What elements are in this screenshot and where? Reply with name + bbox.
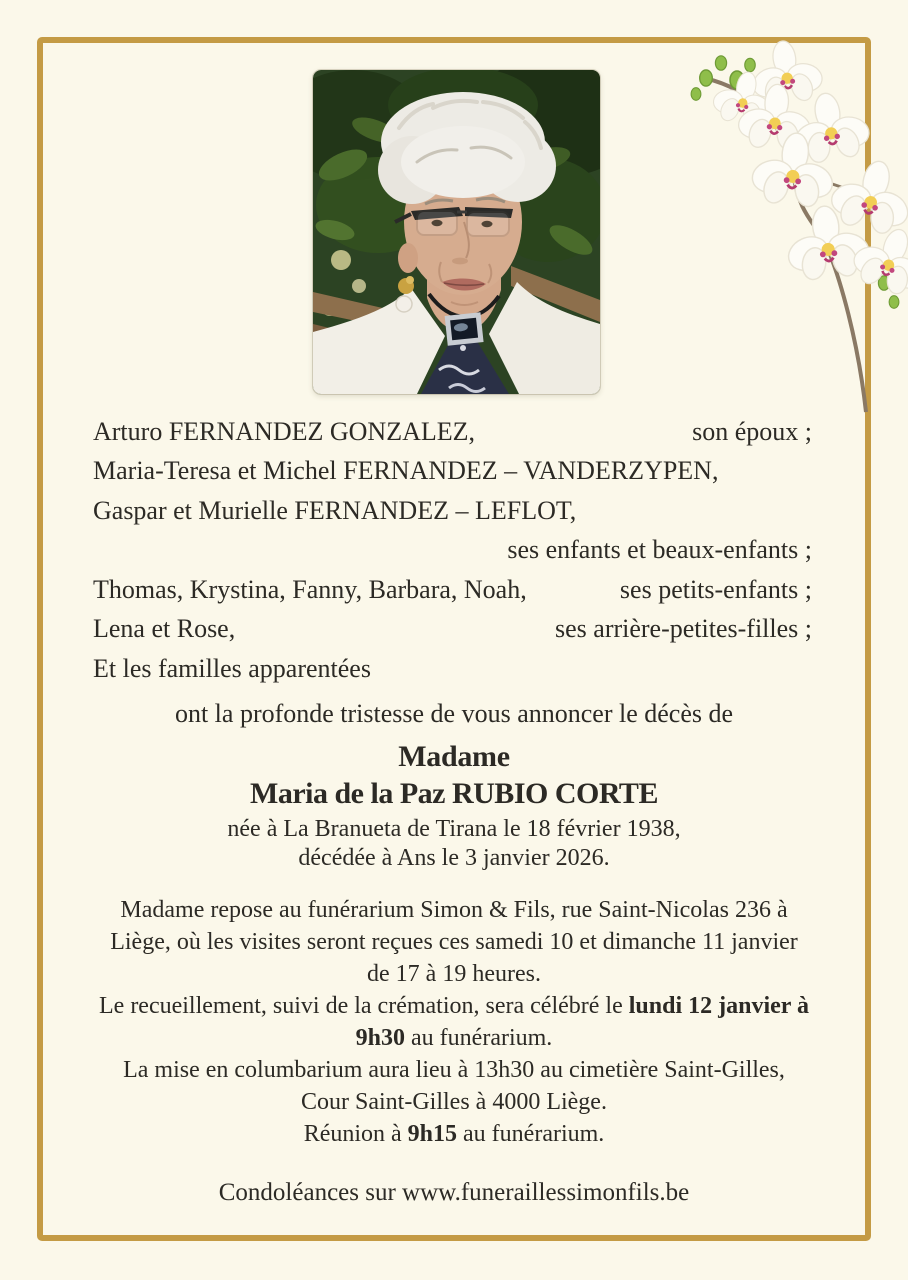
condolences-line: Condoléances sur www.funeraillessimonfils.be — [218, 1179, 690, 1206]
family-row — [93, 491, 812, 531]
deceased-title: Madame — [398, 740, 510, 773]
deceased-name: Maria de la Paz RUBIO CORTE — [250, 777, 658, 810]
family-names: Thomas, Krystina, Fanny, Barbara, Noah, — [93, 574, 527, 604]
family-row — [93, 412, 812, 452]
family-relation: ses arrière-petites-filles ; — [555, 614, 812, 644]
announcement-line: ont la profonde tristesse de vous annoncer le décès de — [174, 699, 734, 728]
ceremony-line: Madame repose au funérarium Simon & Fils, rue Saint-Nicolas 236 à — [120, 897, 788, 923]
ceremony-details — [40, 894, 868, 1150]
death-line: décédée à Ans le 3 janvier 2026. — [298, 845, 610, 871]
birth-line: née à La Branueta de Tirana le 18 février 1938, — [227, 816, 681, 842]
family-relation: ses petits-enfants ; — [619, 574, 812, 604]
family-row — [93, 452, 812, 492]
portrait-photo — [313, 70, 600, 394]
family-relation: ses enfants et beaux-enfants ; — [507, 535, 812, 565]
family-row — [93, 531, 812, 571]
ceremony-line: Réunion à 9h15 au funérarium. — [303, 1121, 605, 1147]
family-row — [93, 649, 812, 689]
ceremony-line: La mise en columbarium aura lieu à 13h30 au cimetière Saint-Gilles, — [123, 1057, 785, 1083]
ceremony-line: Cour Saint-Gilles à 4000 Liège. — [301, 1089, 607, 1115]
family-names: Maria-Teresa et Michel FERNANDEZ – VANDERZYPEN, — [93, 456, 719, 486]
family-row — [93, 610, 812, 650]
ceremony-line: de 17 à 19 heures. — [367, 961, 541, 987]
family-list — [93, 412, 812, 689]
ceremony-line: 9h30 au funérarium. — [355, 1025, 553, 1051]
ceremony-line: Liège, où les visites seront reçues ces samedi 10 et dimanche 11 janvier — [110, 929, 798, 955]
family-names: Et les familles apparentées — [93, 653, 371, 683]
family-names: Lena et Rose, — [93, 614, 236, 644]
ceremony-line: Le recueillement, suivi de la crémation, sera célébré le lundi 12 janvier à — [99, 993, 809, 1019]
family-relation: son époux ; — [692, 416, 812, 446]
portrait-illustration — [313, 70, 600, 394]
family-names: Gaspar et Murielle FERNANDEZ – LEFLOT, — [93, 495, 577, 525]
family-names: Arturo FERNANDEZ GONZALEZ, — [93, 416, 476, 446]
family-row — [93, 570, 812, 610]
